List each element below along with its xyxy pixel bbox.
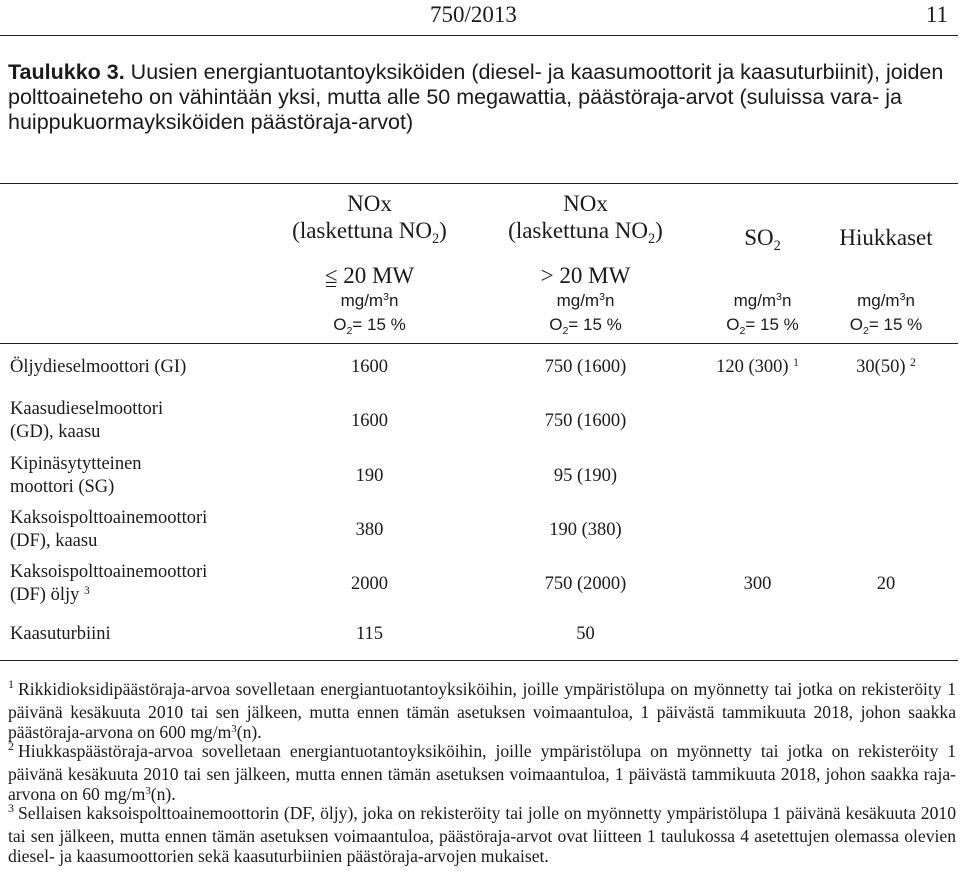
row-label: Kaksoispolttoainemoottori (DF), kaasu	[10, 508, 208, 551]
column-name-line2: (laskettuna $NO_2$)	[508, 218, 663, 247]
footnote-ref: 2	[910, 356, 916, 369]
footnote-ref: 1	[793, 356, 799, 369]
table-bottom-rule	[0, 660, 958, 661]
page-number: 11	[925, 2, 948, 27]
value-so2: 120 (300) $^1$	[716, 356, 799, 377]
table-row	[0, 561, 958, 611]
column-header-particles: Hiukkaset	[839, 225, 933, 250]
value-nox-large: 750 (1600)	[544, 357, 627, 377]
value-nox-large: 95 (190)	[553, 466, 618, 486]
table-label: Taulukko 3.	[8, 60, 125, 84]
column-capacity: ≤ 20 MW	[324, 263, 415, 288]
value-nox-large: 50	[576, 624, 595, 644]
row-label: Öljydieselmoottori (GI)	[10, 357, 187, 377]
footnote-marker: 1	[8, 677, 14, 691]
table-row	[0, 453, 958, 503]
row-label: Kaasudieselmoottori (GD), kaasu	[10, 399, 164, 442]
column-header-nox-small	[262, 190, 477, 289]
value-particles: 20	[876, 574, 896, 594]
column-unit-nox-large: $mg/m^3n$ $O_2= 15$ %	[549, 291, 622, 337]
value-nox-small: 1600	[351, 357, 388, 377]
table-row	[0, 356, 958, 382]
column-capacity: > 20 MW	[540, 263, 631, 288]
table-row	[0, 507, 958, 557]
document-number: 750/2013	[430, 2, 517, 27]
column-name-line1: NOx	[347, 191, 392, 216]
column-unit-so2: $mg/m^3n$ $O_2= 15$ %	[726, 291, 799, 337]
table-row	[0, 623, 958, 649]
row-label: Kaasuturbiini	[10, 624, 111, 644]
value-nox-large: 750 (2000)	[544, 574, 627, 594]
footnote-marker: 3	[8, 801, 14, 815]
value-particles: 30(50) $^2$	[856, 356, 916, 377]
column-unit-nox-small: $mg/m^3n$ $O_2= 15$ %	[333, 291, 406, 337]
value-nox-small: 115	[355, 624, 384, 644]
row-label: Kipinäsytytteinen moottori (SG)	[10, 454, 142, 497]
column-name-line2: (laskettuna $NO_2$)	[292, 218, 447, 247]
table-title: Uusien energiantuotantoyksiköiden (diesel- ja kaasumoottorit ja kaasuturbiinit), joiden polttoaineteho on vähintään yksi, mutta alle 50 megawattia, päästöraja-arvot (suluissa vara- ja huippukuormayksiköiden päästöraja-arvot)	[8, 60, 944, 134]
value-nox-large: 190 (380)	[549, 520, 622, 540]
footnote: $^3$ Sellaisen kaksoispolttoainemoottorin (DF, öljy), joka on rekisteröity tai jolle on myönnetty ympäristölupa 1 päivänä kesäkuuta 2010 tai sen jälkeen, mutta ennen tämän asetuksen voimaantuloa, päästöraja-arvot ovat liitteen 1 taulukossa 4 asetettujen olemassa olevien diesel- ja kaasumoottorien sekä kaasuturbiinien päästöraja-arvojen mukaiset.	[8, 801, 956, 867]
table-caption	[8, 60, 956, 135]
column-header-nox-large	[478, 190, 693, 289]
footnote: $^2$ Hiukkaspäästöraja-arvoa sovelletaan energiantuotantoyksiköihin, joille ympäristölupa on myönnetty tai jotka on rekisteröity 1 päivänä kesäkuuta 2010 tai sen jälkeen, mutta ennen tämän asetuksen voimaantuloa, 1 päivästä tammikuuta 2018, johon saakka raja-arvona on 60 $mg/m^3(n)$.	[8, 739, 956, 805]
row-label: Kaksoispolttoainemoottori (DF) öljy $^3$	[10, 562, 208, 605]
header-rule	[0, 35, 958, 36]
table-top-rule	[0, 183, 958, 184]
value-nox-small: 1600	[351, 411, 388, 431]
value-nox-small: 380	[355, 520, 384, 540]
less-or-equal-symbol: ≤	[324, 263, 338, 288]
value-nox-small: 190	[355, 466, 384, 486]
column-unit-particles: $mg/m^3n$ $O_2= 15$ %	[849, 291, 923, 337]
value-so2: 300	[743, 574, 772, 594]
value-nox-large: 750 (1600)	[544, 411, 627, 431]
footnote-ref: 3	[84, 584, 90, 597]
table-row	[0, 398, 958, 448]
footnote-marker: 2	[8, 739, 14, 753]
table-header-rule	[0, 343, 958, 344]
footnote: $^1$ Rikkidioksidipäästöraja-arvoa sovelletaan energiantuotantoyksiköihin, joille ympäristölupa on myönnetty tai jotka on rekisteröity 1 päivänä kesäkuuta 2010 tai sen jälkeen, mutta ennen tämän asetuksen voimaantuloa, 1 päivästä tammikuuta 2018, johon saakka päästöraja-arvona on 600 $mg/m^3(n)$.	[8, 677, 956, 743]
column-header-so2: $SO_2$	[744, 225, 781, 254]
column-name-line1: NOx	[563, 191, 608, 216]
value-nox-small: 2000	[351, 574, 388, 594]
